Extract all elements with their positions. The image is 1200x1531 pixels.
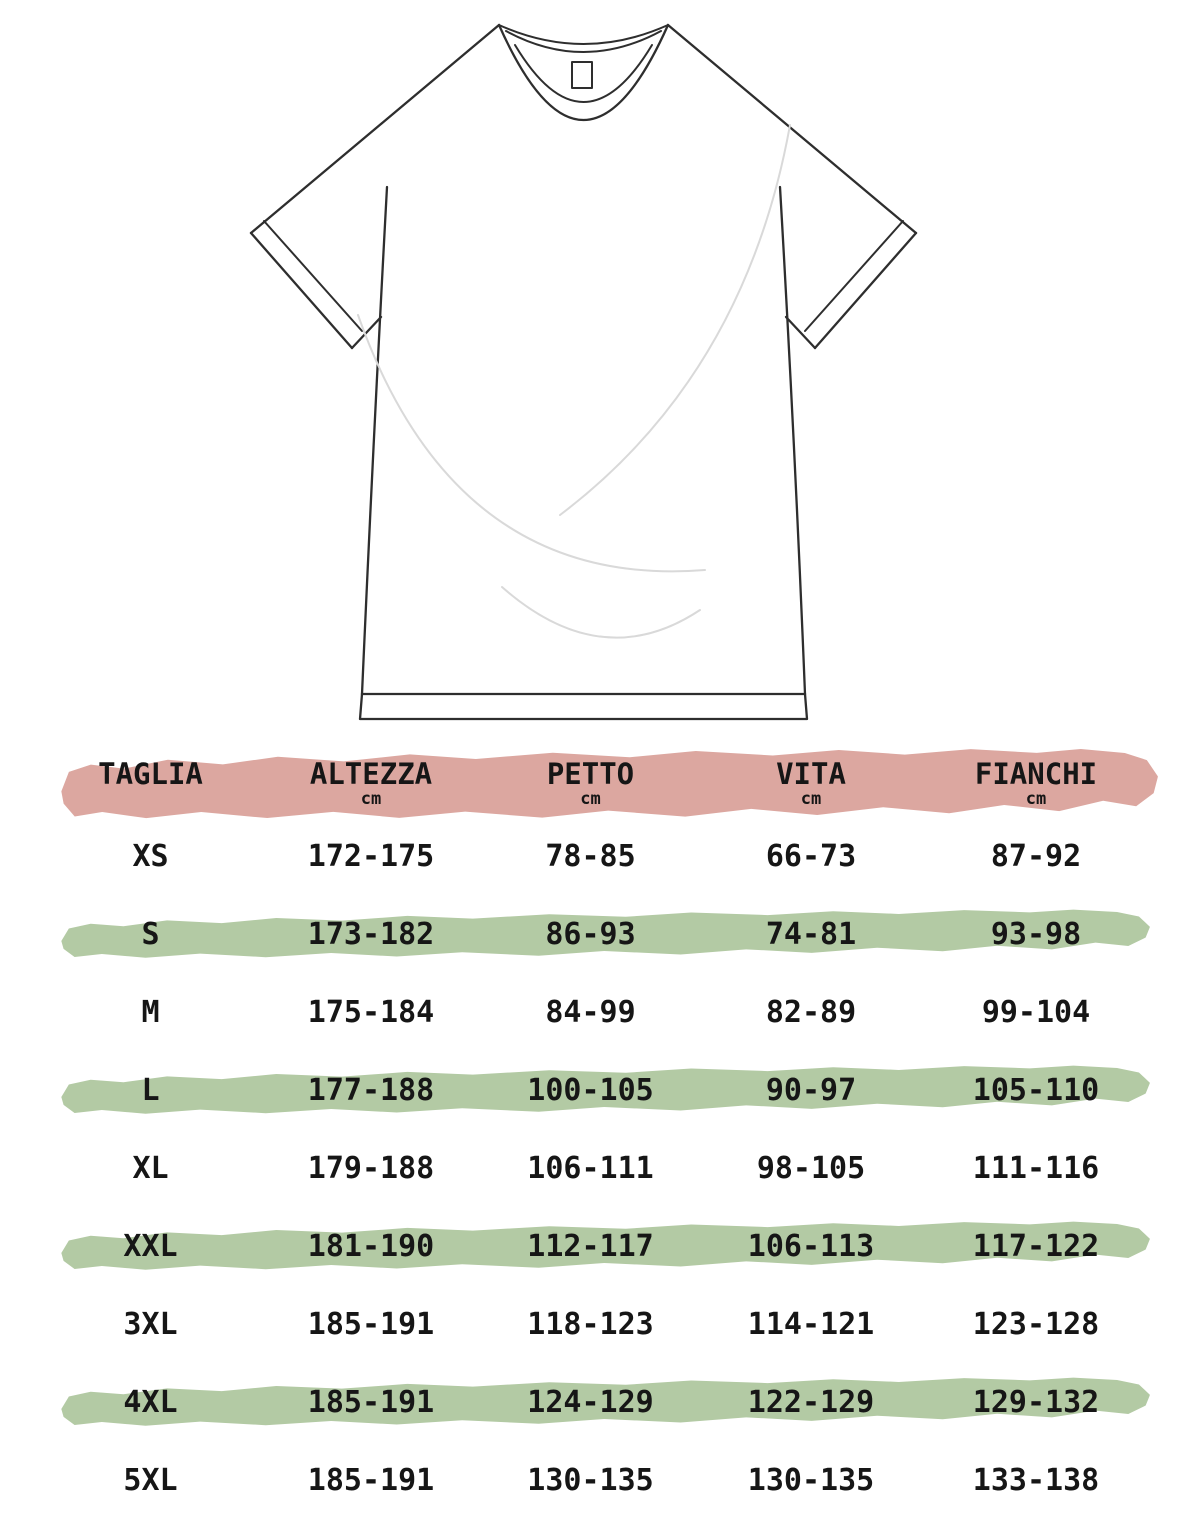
size-cell: 5XL xyxy=(123,1462,178,1498)
petto-cell: 84-99 xyxy=(545,994,636,1030)
column-header-label: TAGLIA xyxy=(98,757,203,791)
vita-cell: 114-121 xyxy=(747,1306,875,1342)
column-header-label: VITA xyxy=(776,757,846,791)
tshirt-left-cuff-inner xyxy=(264,221,362,331)
tshirt-left-side xyxy=(362,187,387,694)
table-row xyxy=(0,1207,1200,1285)
altezza-cell: 181-190 xyxy=(307,1228,435,1264)
table-row xyxy=(0,973,1200,1051)
petto-cell: 106-111 xyxy=(527,1150,654,1186)
column-header-unit: cm xyxy=(1025,789,1047,809)
petto-cell: 112-117 xyxy=(527,1228,654,1264)
column-header-unit: cm xyxy=(360,789,382,809)
column-header-unit: cm xyxy=(800,789,822,809)
fianchi-cell: 105-110 xyxy=(972,1072,1100,1108)
vita-cell: 122-129 xyxy=(747,1384,875,1420)
vita-cell: 66-73 xyxy=(765,838,857,874)
tshirt-fold-line-3 xyxy=(502,587,700,638)
tshirt-drawing xyxy=(230,15,930,725)
fianchi-cell: 99-104 xyxy=(981,994,1091,1030)
size-cell: 3XL xyxy=(123,1306,178,1342)
vita-cell: 90-97 xyxy=(765,1072,857,1108)
petto-cell: 118-123 xyxy=(527,1306,654,1342)
size-table xyxy=(0,739,1200,1519)
tshirt-collar-back-top xyxy=(499,25,668,44)
altezza-cell: 185-191 xyxy=(307,1462,435,1498)
column-header-unit: cm xyxy=(580,789,601,809)
altezza-cell: 177-188 xyxy=(307,1072,435,1108)
petto-cell: 124-129 xyxy=(527,1384,654,1420)
column-header-altezza xyxy=(261,739,481,817)
column-header-label: PETTO xyxy=(546,757,635,791)
fianchi-cell: 117-122 xyxy=(972,1228,1100,1264)
table-row xyxy=(0,1363,1200,1441)
fianchi-cell: 87-92 xyxy=(990,838,1082,874)
size-cell: XXL xyxy=(123,1228,178,1264)
altezza-cell: 185-191 xyxy=(307,1384,435,1420)
petto-cell: 78-85 xyxy=(545,838,636,874)
altezza-cell: 173-182 xyxy=(307,916,435,952)
table-header-row xyxy=(0,739,1200,817)
table-row xyxy=(0,1129,1200,1207)
fianchi-cell: 129-132 xyxy=(972,1384,1100,1420)
vita-cell: 106-113 xyxy=(747,1228,875,1264)
column-header-label: ALTEZZA xyxy=(309,757,433,791)
tshirt-neck-tag xyxy=(572,62,592,88)
tshirt-left-cuff-outer xyxy=(251,233,352,348)
size-cell: XS xyxy=(132,838,169,874)
altezza-cell: 172-175 xyxy=(307,838,435,874)
table-row xyxy=(0,817,1200,895)
table-row xyxy=(0,1285,1200,1363)
column-header-petto xyxy=(481,739,700,817)
column-header-taglia xyxy=(40,739,261,817)
table-row xyxy=(0,1441,1200,1519)
tshirt-hem-band xyxy=(360,694,807,719)
fianchi-cell: 133-138 xyxy=(972,1462,1100,1498)
vita-cell: 82-89 xyxy=(765,994,857,1030)
tshirt-right-side xyxy=(780,187,805,694)
tshirt-left-shoulder xyxy=(251,25,499,233)
tshirt-fold-line-1 xyxy=(358,315,705,571)
tshirt-fold-line-2 xyxy=(560,125,790,515)
size-cell: S xyxy=(141,916,160,952)
table-row xyxy=(0,895,1200,973)
fianchi-cell: 123-128 xyxy=(972,1306,1100,1342)
tshirt-right-underarm xyxy=(786,317,815,348)
vita-cell: 98-105 xyxy=(756,1150,866,1186)
fianchi-cell: 111-116 xyxy=(972,1150,1100,1186)
tshirt-collar-back-bottom xyxy=(506,31,661,52)
vita-cell: 130-135 xyxy=(747,1462,875,1498)
vita-cell: 74-81 xyxy=(765,916,857,952)
altezza-cell: 175-184 xyxy=(307,994,435,1030)
size-cell: XL xyxy=(132,1150,169,1186)
column-header-vita xyxy=(700,739,922,817)
altezza-cell: 179-188 xyxy=(307,1150,435,1186)
tshirt-right-cuff-inner xyxy=(805,221,903,331)
table-row xyxy=(0,1051,1200,1129)
fianchi-cell: 93-98 xyxy=(990,916,1082,952)
altezza-cell: 185-191 xyxy=(307,1306,435,1342)
size-cell: L xyxy=(141,1072,160,1108)
size-cell: 4XL xyxy=(123,1384,178,1420)
tshirt-right-cuff-outer xyxy=(815,233,916,348)
column-header-fianchi xyxy=(922,739,1150,817)
petto-cell: 130-135 xyxy=(527,1462,654,1498)
petto-cell: 86-93 xyxy=(545,916,636,952)
tshirt-illustration xyxy=(230,15,930,725)
size-cell: M xyxy=(141,994,160,1030)
column-header-label: FIANCHI xyxy=(974,757,1098,791)
tshirt-left-underarm xyxy=(352,317,381,348)
tshirt-right-shoulder xyxy=(668,25,916,233)
petto-cell: 100-105 xyxy=(527,1072,654,1108)
